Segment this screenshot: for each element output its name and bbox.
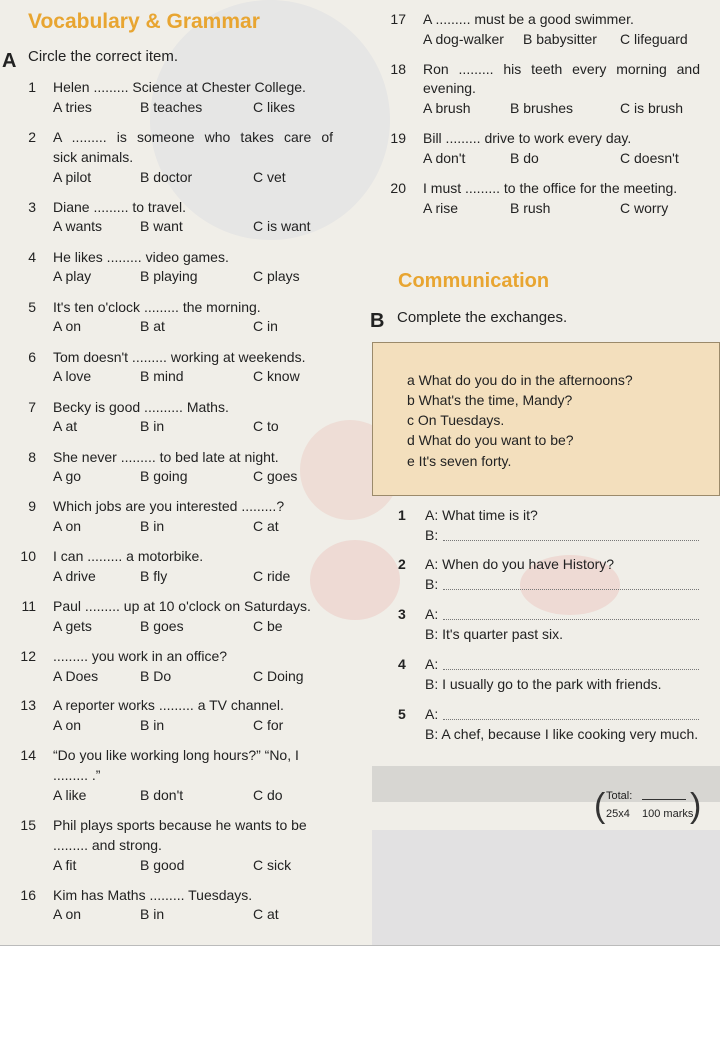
option-c[interactable]: C is brush xyxy=(620,100,684,116)
option-b[interactable]: B doctor xyxy=(140,169,193,185)
total-calculation: 25x4 xyxy=(606,808,630,820)
question-text: Bill ......... drive to work every day. xyxy=(423,130,632,146)
question-text: Paul ......... up at 10 o'clock on Saturdays. xyxy=(53,598,311,614)
option-a[interactable]: A pilot xyxy=(53,169,92,185)
question-text: Tom doesn't ......... working at weekends. xyxy=(53,349,306,365)
exchange-line-a: A: xyxy=(425,706,439,722)
option-a[interactable]: A love xyxy=(53,368,92,384)
option-a-line: a What do you do in the afternoons? xyxy=(407,372,633,388)
option-b[interactable]: B want xyxy=(140,218,183,234)
question-text: A reporter works ......... a TV channel. xyxy=(53,697,284,713)
option-b[interactable]: B playing xyxy=(140,268,198,284)
page-title: Vocabulary & Grammar xyxy=(28,10,260,33)
exchange-line-a: A: xyxy=(425,606,439,622)
question-text: “Do you like working long hours?” “No, I xyxy=(53,747,299,763)
option-a[interactable]: A fit xyxy=(53,857,77,873)
question-number: 16 xyxy=(20,887,36,903)
option-a[interactable]: A at xyxy=(53,418,78,434)
option-a[interactable]: A Does xyxy=(53,668,99,684)
question-text: Diane ......... to travel. xyxy=(53,199,187,215)
question-number: 7 xyxy=(28,399,36,415)
question-text: Helen ......... Science at Chester College. xyxy=(53,79,306,95)
option-d-line: d What do you want to be? xyxy=(407,432,574,448)
question-text: A ......... must be a good swimmer. xyxy=(423,11,634,27)
question-number: 14 xyxy=(20,747,36,763)
option-c[interactable]: C at xyxy=(253,518,279,534)
option-c[interactable]: C in xyxy=(253,318,278,334)
option-c[interactable]: C Doing xyxy=(253,668,304,684)
option-c[interactable]: C goes xyxy=(253,468,298,484)
option-a[interactable]: A on xyxy=(53,717,82,733)
option-b[interactable]: B mind xyxy=(140,368,184,384)
exchange-number: 4 xyxy=(398,656,406,672)
option-c[interactable]: C sick xyxy=(253,857,292,873)
option-b[interactable]: B going xyxy=(140,468,188,484)
section-a-instruction: Circle the correct item. xyxy=(28,48,179,65)
question-text: Becky is good .......... Maths. xyxy=(53,399,229,415)
question-number: 15 xyxy=(20,817,36,833)
question-number: 2 xyxy=(28,129,36,145)
option-c[interactable]: C is want xyxy=(253,218,311,234)
option-a[interactable]: A rise xyxy=(423,200,459,216)
question-text: Phil plays sports because he wants to be xyxy=(53,817,307,833)
answer-blank[interactable] xyxy=(443,589,699,590)
question-number: 1 xyxy=(28,79,36,95)
background-decoration xyxy=(310,540,400,620)
option-b[interactable]: B in xyxy=(140,518,165,534)
option-a[interactable]: A play xyxy=(53,268,92,284)
option-a[interactable]: A tries xyxy=(53,99,92,115)
question-text: Which jobs are you interested .........? xyxy=(53,498,285,514)
exchange-number: 3 xyxy=(398,606,406,622)
total-score-line[interactable] xyxy=(642,799,686,800)
question-text: I must ......... to the office for the meeting. xyxy=(423,180,678,196)
option-c[interactable]: C at xyxy=(253,906,279,922)
question-number: 11 xyxy=(21,598,36,614)
option-a[interactable]: A drive xyxy=(53,568,96,584)
paren-left: ( xyxy=(594,787,606,825)
communication-title: Communication xyxy=(398,270,550,292)
option-c[interactable]: C for xyxy=(253,717,284,733)
question-text-continued: sick animals. xyxy=(53,149,134,165)
question-text: A ......... is someone who takes care of xyxy=(53,129,333,145)
option-b[interactable]: B babysitter xyxy=(523,31,597,47)
exchange-line-b: B: xyxy=(425,527,439,543)
option-c[interactable]: C ride xyxy=(253,568,291,584)
option-a[interactable]: A don't xyxy=(423,150,466,166)
option-c[interactable]: C be xyxy=(253,618,283,634)
exchange-line-a: A: What time is it? xyxy=(425,507,538,523)
exchange-line-a: A: When do you have History? xyxy=(425,556,615,572)
option-c[interactable]: C to xyxy=(253,418,279,434)
option-c[interactable]: C lifeguard xyxy=(620,31,688,47)
option-b[interactable]: B in xyxy=(140,717,165,733)
option-c[interactable]: C know xyxy=(253,368,300,384)
section-a-letter: A xyxy=(2,50,17,72)
question-text: ......... you work in an office? xyxy=(53,648,228,664)
option-a[interactable]: A on xyxy=(53,518,82,534)
option-c[interactable]: C likes xyxy=(253,99,296,115)
option-a[interactable]: A brush xyxy=(423,100,471,116)
option-b[interactable]: B in xyxy=(140,906,165,922)
option-b[interactable]: B at xyxy=(140,318,165,334)
question-text-continued: ......... .” xyxy=(53,767,101,783)
option-b-line: b What's the time, Mandy? xyxy=(407,392,573,408)
option-c[interactable]: C vet xyxy=(253,169,286,185)
total-label: Total: xyxy=(606,790,633,802)
option-a[interactable]: A on xyxy=(53,318,82,334)
option-a[interactable]: A like xyxy=(53,787,87,803)
question-number: 8 xyxy=(28,449,36,465)
option-e-line: e It's seven forty. xyxy=(407,453,512,469)
option-a[interactable]: A dog-walker xyxy=(423,31,504,47)
option-a[interactable]: A go xyxy=(53,468,82,484)
exchange-line-b: B: I usually go to the park with friends. xyxy=(425,676,662,692)
option-b[interactable]: B goes xyxy=(140,618,184,634)
option-c-line: c On Tuesdays. xyxy=(407,412,505,428)
question-text: Kim has Maths ......... Tuesdays. xyxy=(53,887,253,903)
option-b[interactable]: B don't xyxy=(140,787,184,803)
section-b-letter: B xyxy=(370,310,385,332)
option-b[interactable]: B do xyxy=(510,150,539,166)
question-number: 4 xyxy=(28,249,36,265)
question-number: 9 xyxy=(28,498,36,514)
exchange-line-b: B: It's quarter past six. xyxy=(425,626,564,642)
option-b[interactable]: B rush xyxy=(510,200,551,216)
question-number: 19 xyxy=(390,130,406,146)
background-band xyxy=(372,830,720,945)
question-text: I can ......... a motorbike. xyxy=(53,548,204,564)
exchange-line-b: B: xyxy=(425,576,439,592)
question-number: 20 xyxy=(390,180,406,196)
question-number: 5 xyxy=(28,299,36,315)
answer-blank[interactable] xyxy=(443,540,699,541)
exchange-line-b: B: A chef, because I like cooking very much. xyxy=(425,726,699,742)
paren-right: ) xyxy=(690,787,702,825)
option-c[interactable]: C worry xyxy=(620,200,669,216)
question-number: 17 xyxy=(390,11,406,27)
answer-options-box xyxy=(372,342,720,496)
question-number: 18 xyxy=(390,61,406,77)
option-b[interactable]: B fly xyxy=(140,568,168,584)
question-number: 3 xyxy=(28,199,36,215)
question-text-continued: evening. xyxy=(423,80,476,96)
answer-blank[interactable] xyxy=(443,719,699,720)
answer-blank[interactable] xyxy=(443,619,699,620)
answer-blank[interactable] xyxy=(443,669,699,670)
option-b[interactable]: B good xyxy=(140,857,185,873)
option-a[interactable]: A wants xyxy=(53,218,103,234)
question-text-continued: ......... and strong. xyxy=(53,837,162,853)
question-text: Ron ......... his teeth every morning and xyxy=(423,61,700,77)
option-b[interactable]: B Do xyxy=(140,668,172,684)
option-b[interactable]: B brushes xyxy=(510,100,574,116)
question-number: 10 xyxy=(20,548,36,564)
question-number: 13 xyxy=(20,697,36,713)
question-text: He likes ......... video games. xyxy=(53,249,229,265)
section-b-instruction: Complete the exchanges. xyxy=(397,309,568,326)
question-text: It's ten o'clock ......... the morning. xyxy=(53,299,261,315)
question-text: She never ......... to bed late at night. xyxy=(53,449,279,465)
option-c[interactable]: C doesn't xyxy=(620,150,679,166)
option-c[interactable]: C do xyxy=(253,787,283,803)
option-c[interactable]: C plays xyxy=(253,268,300,284)
exchange-number: 1 xyxy=(398,507,406,523)
option-a[interactable]: A gets xyxy=(53,618,92,634)
option-b[interactable]: B in xyxy=(140,418,165,434)
total-marks: 100 marks xyxy=(642,808,694,820)
total-score xyxy=(594,786,700,830)
exchange-line-a: A: xyxy=(425,656,439,672)
exchange-number: 2 xyxy=(398,556,406,572)
exchange-number: 5 xyxy=(398,706,406,722)
question-number: 12 xyxy=(20,648,36,664)
option-b[interactable]: B teaches xyxy=(140,99,203,115)
question-number: 6 xyxy=(28,349,36,365)
option-a[interactable]: A on xyxy=(53,906,82,922)
